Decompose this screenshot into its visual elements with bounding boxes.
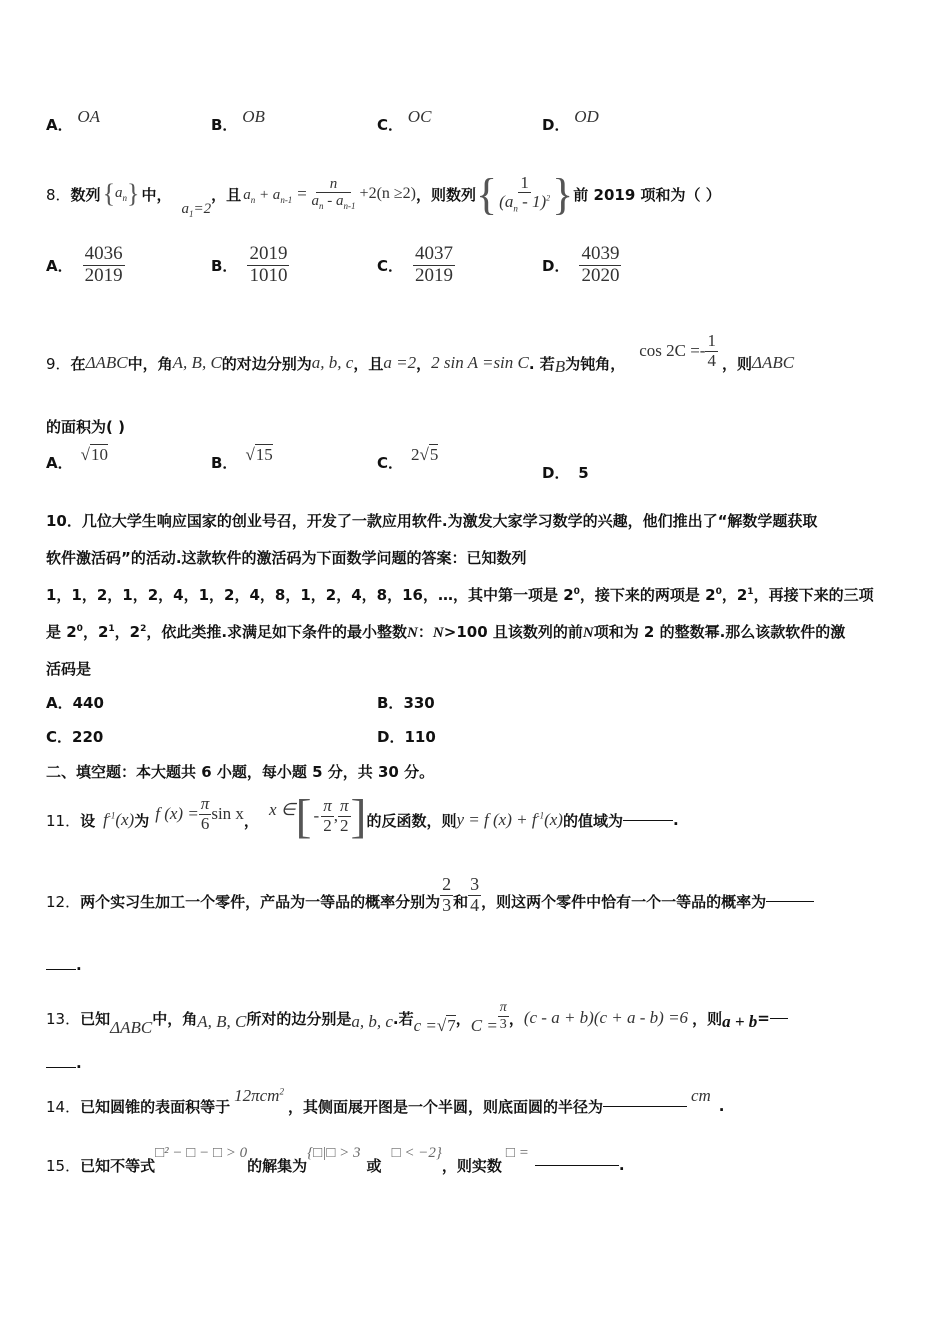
question-number: 11． [46, 811, 81, 830]
question-text: ，其侧面展开图是一个半圆，则底面圆的半径为 [287, 1097, 603, 1116]
surface-area: 12πcm$^2$ [234, 1086, 284, 1105]
question-text: ，则数列 [416, 185, 477, 204]
question-text: 和 [453, 892, 469, 911]
question-text: ，则 [692, 1009, 723, 1028]
option-letter: A． [46, 256, 73, 275]
question-text: 已知圆锥的表面积等于 [80, 1097, 231, 1116]
option-letter: A． [46, 116, 73, 134]
question-10-line-5: 活码是 [46, 660, 92, 678]
solution-set-part-2: □ < −2} [391, 1144, 442, 1161]
period: . [76, 1054, 82, 1072]
comma: ， [416, 354, 432, 373]
q12-blank-continuation [46, 956, 82, 974]
option-value: OD [574, 107, 599, 126]
q7-option-c [377, 107, 432, 135]
inequality: □² − □ − □ > 0 [155, 1144, 248, 1161]
question-text: 中，角 [127, 354, 173, 373]
question-text: 中，角 [152, 1009, 198, 1028]
question-12: 12． 两个实习生加工一个零件，产品为一等品的概率分别为 $\frac{2}{3}$ 和 $\frac{3}{4}$ ，则这两个零件中恰有一个一等品的概率为 [46, 866, 814, 936]
sequence-reciprocal [476, 169, 573, 220]
option-value: 5 [578, 464, 589, 482]
q10-option-b: B．330 [377, 694, 435, 712]
question-number: 9． [46, 354, 71, 373]
sequence-an [103, 179, 140, 209]
question-10-line-3: 1，1，2，1，2，4，1，2，4，8，1，2，4，8，16，…，其中第一项是 $2^0$，接下来的两项是 $2^0$，$2^1$，再接下来的三项 [46, 586, 874, 604]
question-text: ，则这两个零件中恰有一个一等品的概率为 [481, 892, 767, 911]
question-10-line-4: 是 $2^0$，$2^1$，$2^2$，依此类推.求满足如下条件的最小整数N：N>100 且该数列的前N项和为 2 的整数幂.那么该款软件的激 [46, 623, 846, 641]
question-text: .若 [392, 1009, 414, 1028]
question-10-line-1: 10．几位大学生响应国家的创业号召，开发了一款应用软件.为激发大家学习数学的兴趣，他们推出了“解数学题获取 [46, 512, 818, 530]
side-condition: (c - a + b)(c + a - b) =6 [523, 1008, 689, 1027]
option-value: OA [77, 107, 101, 126]
sides-label: a, b, c [311, 353, 354, 372]
q9-option-d [542, 462, 589, 483]
question-number: 15． [46, 1156, 81, 1175]
question-text: 的对边分别为 [221, 354, 312, 373]
reciprocal-fraction: $\frac{1}{(a_n - 1)^2}$ [499, 172, 551, 214]
answer-blank[interactable] [535, 1165, 619, 1166]
equals: = [757, 1009, 770, 1027]
question-text: 的值域为 [562, 811, 623, 830]
option-letter: B． [211, 116, 238, 134]
y-expression: y = f $(x) + f^{-1}(x)$ [456, 810, 563, 829]
domain-label: x ∈ [268, 800, 296, 819]
sqrt-value: √10 [80, 445, 108, 464]
inverse-function: $f^{-1}(x)$ [103, 810, 135, 829]
question-9: 9． 在 ΔABC 中，角 A, B, C 的对边分别为 a, b, c ，且 a =2 ， 2 sin A =sin C . 若 B 为钝角， cos 2C =- $\frac{1}{4}$ ，则 ΔABC [46, 330, 795, 376]
sin-x: sin x [211, 804, 244, 823]
brace-left-icon: { [102, 179, 116, 208]
cos-condition: cos 2C =- [639, 341, 706, 360]
option-value: OB [242, 107, 265, 126]
q13-blank-continuation [46, 1054, 82, 1072]
sides-label: a, b, c [351, 1012, 393, 1031]
question-text: 或 [366, 1156, 382, 1175]
initial-term: $a_1=2$ [181, 201, 212, 219]
triangle-label: ΔABC [110, 1018, 153, 1037]
answer-blank[interactable] [770, 1018, 788, 1019]
question-text: 所对的边分别是 [246, 1009, 352, 1028]
question-text: 前 2019 项和为（ ） [573, 185, 721, 204]
brace-right-icon: } [127, 179, 140, 208]
unit-label: cm [690, 1086, 711, 1105]
period: . [718, 1097, 725, 1115]
question-8 [46, 162, 721, 226]
recurrence-fraction: $\frac{n}{a_n - a_{n-1}}$ [311, 175, 356, 212]
q8-option-d: D． $\frac{4039}{2020}$ [542, 243, 620, 286]
a-plus-b: a + b [722, 1012, 758, 1031]
question-text: 两个实习生加工一个零件，产品为一等品的概率分别为 [80, 892, 441, 911]
section-heading: 二、填空题：本大题共 6 小题，每小题 5 分，共 30 分。 [46, 763, 435, 781]
question-text: ，则 [721, 354, 752, 373]
seq-sub: n [122, 193, 128, 203]
answer-blank[interactable] [46, 1067, 76, 1068]
question-text: 数列 [70, 185, 101, 204]
answer-blank[interactable] [46, 969, 76, 970]
period: . [672, 811, 679, 829]
recurrence-lhs: $a_n + a_{n-1}$ = [243, 183, 308, 205]
option-letter: D． [542, 464, 570, 482]
question-text: 的反函数，则 [366, 811, 457, 830]
angles-label: A, B, C [197, 1012, 247, 1031]
question-11: 11． 设 $f^{-1}(x)$ 为 f (x) = $\frac{\pi}{6}$ sin x ， x ∈ [ - $\frac{\pi}{2}$ , $\frac{\pi}{2}$ ] 的反函数，则 y = f $(x) + f^{-1}(x)$ 的值域为 . [46, 789, 679, 843]
question-text: 已知 [80, 1009, 111, 1028]
c-value: c = [413, 1016, 437, 1035]
question-text: ，且 [353, 354, 384, 373]
answer-blank[interactable] [603, 1106, 687, 1107]
answer-blank[interactable] [766, 901, 814, 902]
angle-c-value: C = [470, 1016, 498, 1035]
question-10-line-2: 软件激活码”的活动.这款软件的激活码为下面数学问题的答案：已知数列 [46, 549, 527, 567]
sqrt-value: 2√5 [411, 445, 439, 464]
question-number: 12． [46, 892, 81, 911]
q8-option-c: C． $\frac{4037}{2019}$ [377, 243, 454, 286]
period: . [76, 956, 82, 974]
question-number: 14． [46, 1097, 81, 1116]
option-value: OC [407, 107, 432, 126]
question-text: 设 [80, 811, 96, 830]
sqrt-value: √15 [245, 445, 273, 464]
comma: ， [455, 1009, 471, 1028]
question-number: 8． [46, 185, 71, 204]
comma: ， [508, 1009, 524, 1028]
answer-blank[interactable] [623, 820, 673, 821]
question-text: 已知不等式 [80, 1156, 156, 1175]
q7-option-b [211, 107, 265, 135]
option-letter: C． [377, 256, 404, 275]
question-text: ，且 [211, 185, 242, 204]
option-letter: B． [211, 256, 238, 275]
question-number: 13． [46, 1009, 81, 1028]
q10-option-c: C．220 [46, 728, 104, 746]
seq-var: a [115, 185, 123, 201]
variable-label: □ = [505, 1144, 529, 1161]
comma: ， [243, 811, 259, 830]
option-letter: B． [211, 454, 238, 472]
question-text: 中， [141, 185, 172, 204]
option-letter: D． [542, 256, 570, 275]
brace-left-icon: { [476, 169, 498, 219]
option-letter: A． [46, 454, 73, 472]
q9-option-a [46, 445, 108, 473]
question-text: 在 [70, 354, 86, 373]
condition-a: a =2 [383, 353, 417, 372]
q10-option-a: A．440 [46, 694, 104, 712]
option-letter: C． [377, 116, 404, 134]
option-letter: C． [377, 454, 404, 472]
period: . [618, 1156, 625, 1174]
question-text: 为钝角， [565, 354, 626, 373]
q9-option-c [377, 445, 439, 473]
q10-option-d: D．110 [377, 728, 436, 746]
recurrence-tail: +2(n ≥2) [359, 185, 417, 202]
q7-option-d [542, 107, 599, 135]
question-text: . 若 [528, 354, 555, 373]
triangle-label: ΔABC [751, 353, 795, 372]
domain-interval: [ - $\frac{\pi}{2}$ , $\frac{\pi}{2}$ ] [295, 789, 367, 843]
question-14 [46, 1084, 725, 1128]
function-definition: f (x) = [155, 804, 199, 823]
question-15 [46, 1140, 625, 1190]
q9-option-b [211, 445, 273, 473]
question-text: 的面积为( ) [46, 418, 125, 436]
solution-set-part-1: {□|□ > 3 [307, 1144, 361, 1161]
question-13: 13． 已知 ΔABC 中，角 A, B, C 所对的边分别是 a, b, c .若 c = √7 ， C = $\frac{\pi}{3}$ ， (c - a + b)(c + a - b) =6 ，则 a + b = [46, 990, 788, 1046]
triangle-label: ΔABC [85, 353, 128, 372]
condition-sin: 2 sin A =sin C [431, 353, 529, 372]
q8-option-b: B． $\frac{2019}{1010}$ [211, 243, 288, 286]
q8-option-a: A． $\frac{4036}{2019}$ [46, 243, 123, 286]
question-text: 的解集为 [247, 1156, 308, 1175]
option-letter: D． [542, 116, 570, 134]
angles-label: A, B, C [172, 353, 222, 372]
q7-option-a [46, 107, 101, 135]
brace-right-icon: } [552, 169, 574, 219]
question-text: 为 [134, 811, 150, 830]
question-text: ，则实数 [441, 1156, 502, 1175]
angle-b: B [554, 357, 566, 376]
